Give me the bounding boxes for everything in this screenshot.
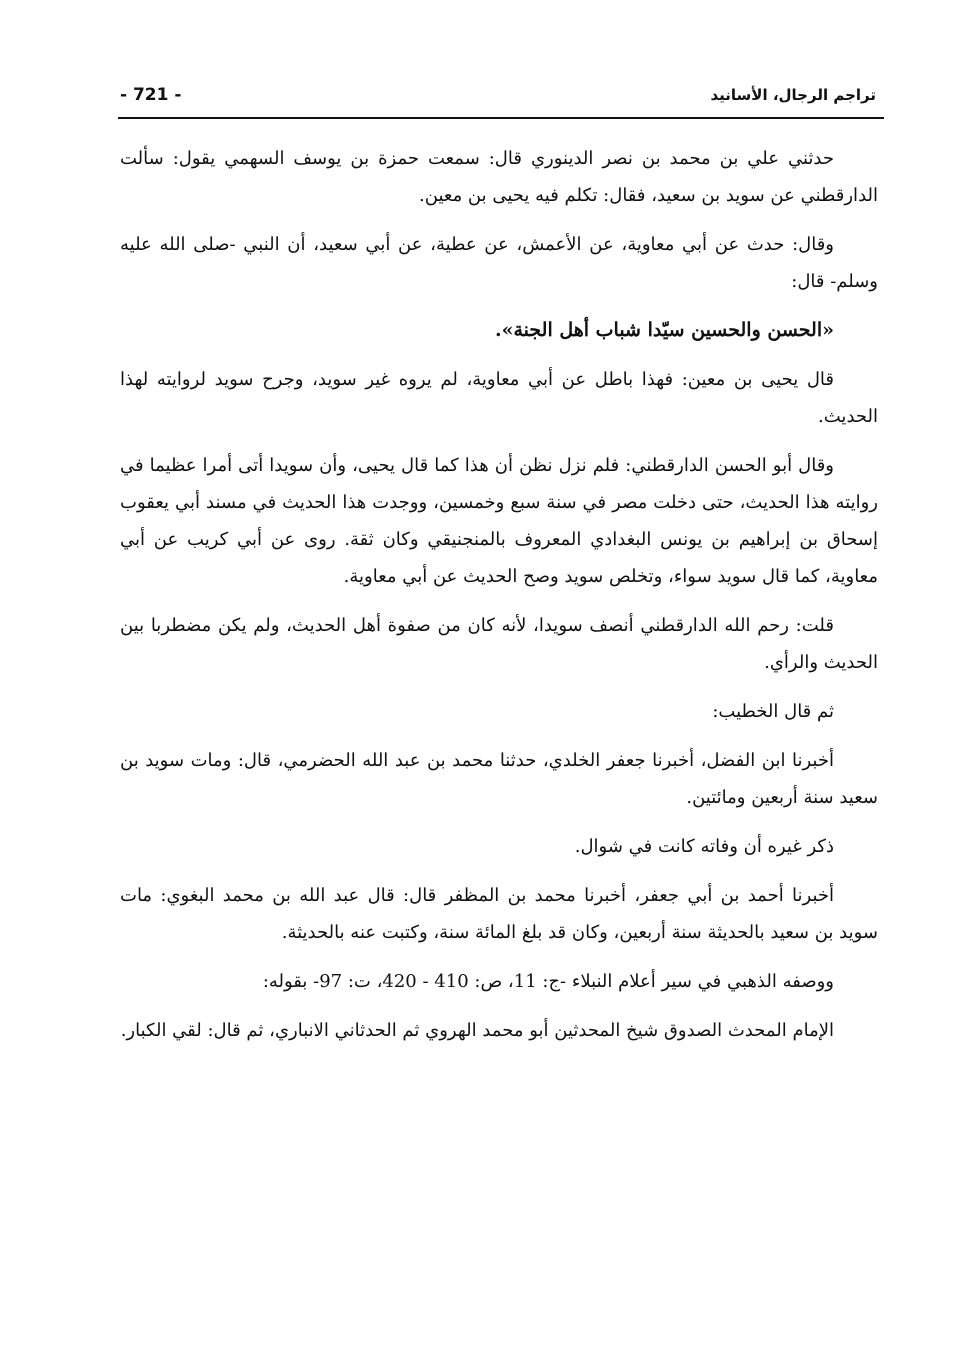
header-divider <box>118 117 884 119</box>
paragraph: قلت: رحم الله الدارقطني أنصف سويدا، لأنه كان من صفوة أهل الحديث، ولم يكن مضطربا بين الحديث والرأي. <box>120 615 878 673</box>
paragraph: أخبرنا ابن الفضل، أخبرنا جعفر الخلدي، حدثنا محمد بن عبد الله الحضرمي، قال: ومات سويد بن سعيد سنة أربعين ومائتين. <box>120 750 878 808</box>
paragraph: حدثني علي بن محمد بن نصر الدينوري قال: سمعت حمزة بن يوسف السهمي يقول: سألت الدارقطني عن سويد بن سعيد، فقال: تكلم فيه يحيى بن معين. <box>120 148 878 206</box>
paragraph: وقال أبو الحسن الدارقطني: فلم نزل نظن أن هذا كما قال يحيى، وأن سويدا أتى أمرا عظيما في روايته هذا الحديث، حتى دخلت مصر في سنة سبع وخمسين، ووجدت هذا الحديث في مسند أبي يعقوب إسحاق بن إبراهيم بن يونس البغدادي المعروف بالمنجنيقي وكان ثقة. روى عن أبي كريب عن أبي معاوية، كما قال سويد سواء، وتخلص سويد وصح الحديث عن أبي معاوية. <box>120 455 878 587</box>
running-title: تراجم الرجال، الأسانيد <box>710 86 876 104</box>
paragraph: ووصفه الذهبي في سير أعلام النبلاء -ج: 11، ص: 410 - 420، ت: 97- بقوله: <box>262 971 834 992</box>
paragraph: وقال: حدث عن أبي معاوية، عن الأعمش، عن عطية، عن أبي سعيد، أن النبي -صلى الله عليه وسلم- قال: <box>120 234 878 292</box>
page-header <box>118 78 882 112</box>
page-body <box>120 140 878 1061</box>
hadith-quote: «الحسن والحسين سيّدا شباب أهل الجنة». <box>494 319 834 341</box>
page-number: - 721 - <box>120 85 182 105</box>
paragraph: أخبرنا أحمد بن أبي جعفر، أخبرنا محمد بن المظفر قال: قال عبد الله بن محمد البغوي: مات سويد بن سعيد بالحديثة سنة أربعين، وكان قد بلغ المائة سنة، وكتبت عنه بالحديثة. <box>120 885 878 943</box>
paragraph: الإمام المحدث الصدوق شيخ المحدثين أبو محمد الهروي ثم الحدثاني الانباري، ثم قال: لقي الكبار. <box>120 1020 834 1041</box>
paragraph: قال يحيى بن معين: فهذا باطل عن أبي معاوية، لم يروه غير سويد، وجرح سويد لروايته لهذا الحديث. <box>120 369 878 427</box>
paragraph: ثم قال الخطيب: <box>712 701 834 722</box>
paragraph: ذكر غيره أن وفاته كانت في شوال. <box>574 836 834 857</box>
